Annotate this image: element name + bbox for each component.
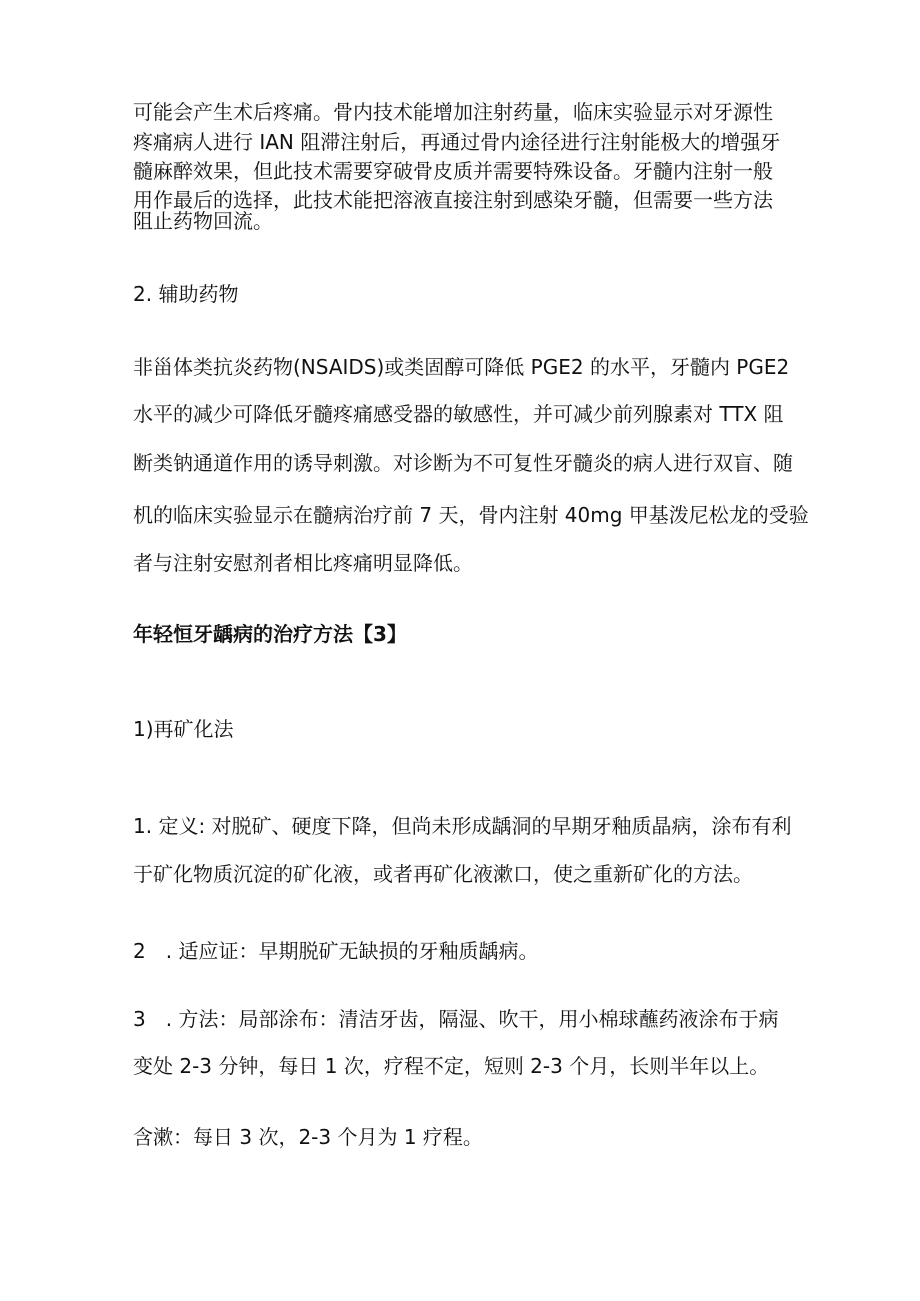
paragraph-line: 可能会产生术后疼痛。骨内技术能增加注射药量，临床实验显示对牙源性 [133,100,773,124]
method-line: 变处 2-3 分钟，每日 1 次，疗程不定，短则 2-3 个月，长则半年以上。 [133,1054,770,1078]
paragraph-line: 机的临床实验显示在髓病治疗前 7 天，骨内注射 40mg 甲基泼尼松龙的受验 [133,503,809,527]
definition-line: 于矿化物质沉淀的矿化液，或者再矿化液漱口，使之重新矿化的方法。 [133,862,753,886]
paragraph-line: 断类钠通道作用的诱导刺激。对诊断为不可复性牙髓炎的病人进行双盲、随 [133,451,793,475]
definition-line: 1. 定义: 对脱矿、硬度下降，但尚未形成龋洞的早期牙釉质晶病，涂布有利 [133,814,792,838]
paragraph-line: 水平的减少可降低牙髓疼痛感受器的敏感性，并可减少前列腺素对 TTX 阻 [133,402,784,426]
section-heading: 2. 辅助药物 [133,282,239,306]
paragraph-line: 用作最后的选择，此技术能把溶液直接注射到感染牙髓，但需要一些方法 [133,188,773,212]
paragraph-line: 阻止药物回流。 [133,209,273,233]
paragraph-line: 疼痛病人进行 IAN 阻滞注射后，再通过骨内途径进行注射能极大的增强牙 [133,130,781,154]
paragraph-line: 者与注射安慰剂者相比疼痛明显降低。 [133,551,473,575]
rinse-line: 含漱：每日 3 次，2-3 个月为 1 疗程。 [133,1125,483,1149]
section-title: 年轻恒牙龋病的治疗方法【3】 [133,622,407,646]
method-line: 3 . 方法：局部涂布：清洁牙齿，隔湿、吹干，用小棉球蘸药液涂布于病 [133,1007,779,1031]
paragraph-line: 髓麻醉效果，但此技术需要穿破骨皮质并需要特殊设备。牙髓内注射一般 [133,159,773,183]
indication-line: 2 . 适应证：早期脱矿无缺损的牙釉质龋病。 [133,939,539,963]
subheading: 1)再矿化法 [133,717,234,741]
paragraph-line: 非甾体类抗炎药物(NSAIDS)或类固醇可降低 PGE2 的水平，牙髓内 PGE2 [133,355,790,379]
